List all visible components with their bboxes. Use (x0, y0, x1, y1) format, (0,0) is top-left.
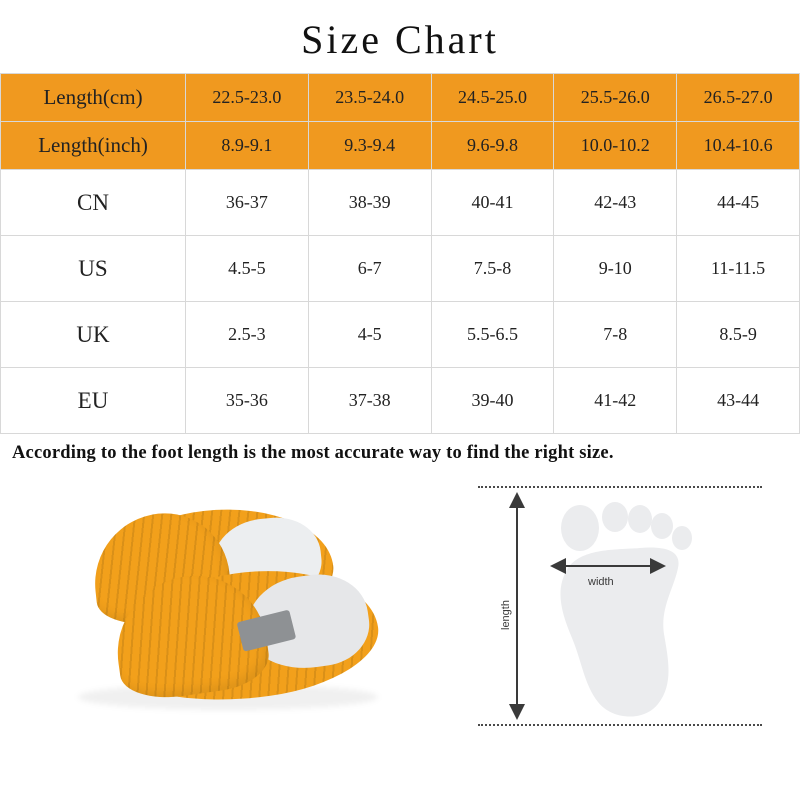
illustration-area (0, 470, 800, 750)
cell: 44-45 (677, 170, 800, 236)
table-row (1, 302, 800, 368)
row-label-eu: EU (1, 368, 186, 434)
cell: 4.5-5 (186, 236, 309, 302)
cell: 43-44 (677, 368, 800, 434)
cell: 9-10 (554, 236, 677, 302)
cell: 42-43 (554, 170, 677, 236)
table-row (1, 368, 800, 434)
row-label-us: US (1, 236, 186, 302)
cell: 37-38 (308, 368, 431, 434)
slippers-image (60, 488, 440, 738)
cell: 23.5-24.0 (308, 74, 431, 122)
foot-silhouette-icon (532, 502, 722, 726)
cell: 10.0-10.2 (554, 122, 677, 170)
table-row (1, 170, 800, 236)
cell: 6-7 (308, 236, 431, 302)
row-label-length-cm: Length(cm) (1, 74, 186, 122)
size-chart-table (0, 73, 800, 434)
cell: 26.5-27.0 (677, 74, 800, 122)
cell: 8.9-9.1 (186, 122, 309, 170)
cell: 22.5-23.0 (186, 74, 309, 122)
row-label-uk: UK (1, 302, 186, 368)
table-row (1, 236, 800, 302)
row-label-length-inch: Length(inch) (1, 122, 186, 170)
cell: 5.5-6.5 (431, 302, 554, 368)
measurement-note: According to the foot length is the most accurate way to find the right size. (12, 443, 614, 463)
cell: 36-37 (186, 170, 309, 236)
cell: 2.5-3 (186, 302, 309, 368)
cell: 4-5 (308, 302, 431, 368)
row-label-cn: CN (1, 170, 186, 236)
cell: 25.5-26.0 (554, 74, 677, 122)
cell: 8.5-9 (677, 302, 800, 368)
cell: 10.4-10.6 (677, 122, 800, 170)
cell: 38-39 (308, 170, 431, 236)
page-title: Size Chart (301, 17, 499, 62)
cell: 9.3-9.4 (308, 122, 431, 170)
length-label: length (500, 600, 512, 630)
cell: 7-8 (554, 302, 677, 368)
top-guide-line (478, 486, 762, 488)
cell: 11-11.5 (677, 236, 800, 302)
cell: 35-36 (186, 368, 309, 434)
table-row (1, 122, 800, 170)
cell: 9.6-9.8 (431, 122, 554, 170)
foot-measurement-diagram (470, 480, 770, 742)
cell: 41-42 (554, 368, 677, 434)
cell: 40-41 (431, 170, 554, 236)
cell: 24.5-25.0 (431, 74, 554, 122)
width-label: width (588, 576, 614, 588)
table-row (1, 74, 800, 122)
cell: 39-40 (431, 368, 554, 434)
cell: 7.5-8 (431, 236, 554, 302)
